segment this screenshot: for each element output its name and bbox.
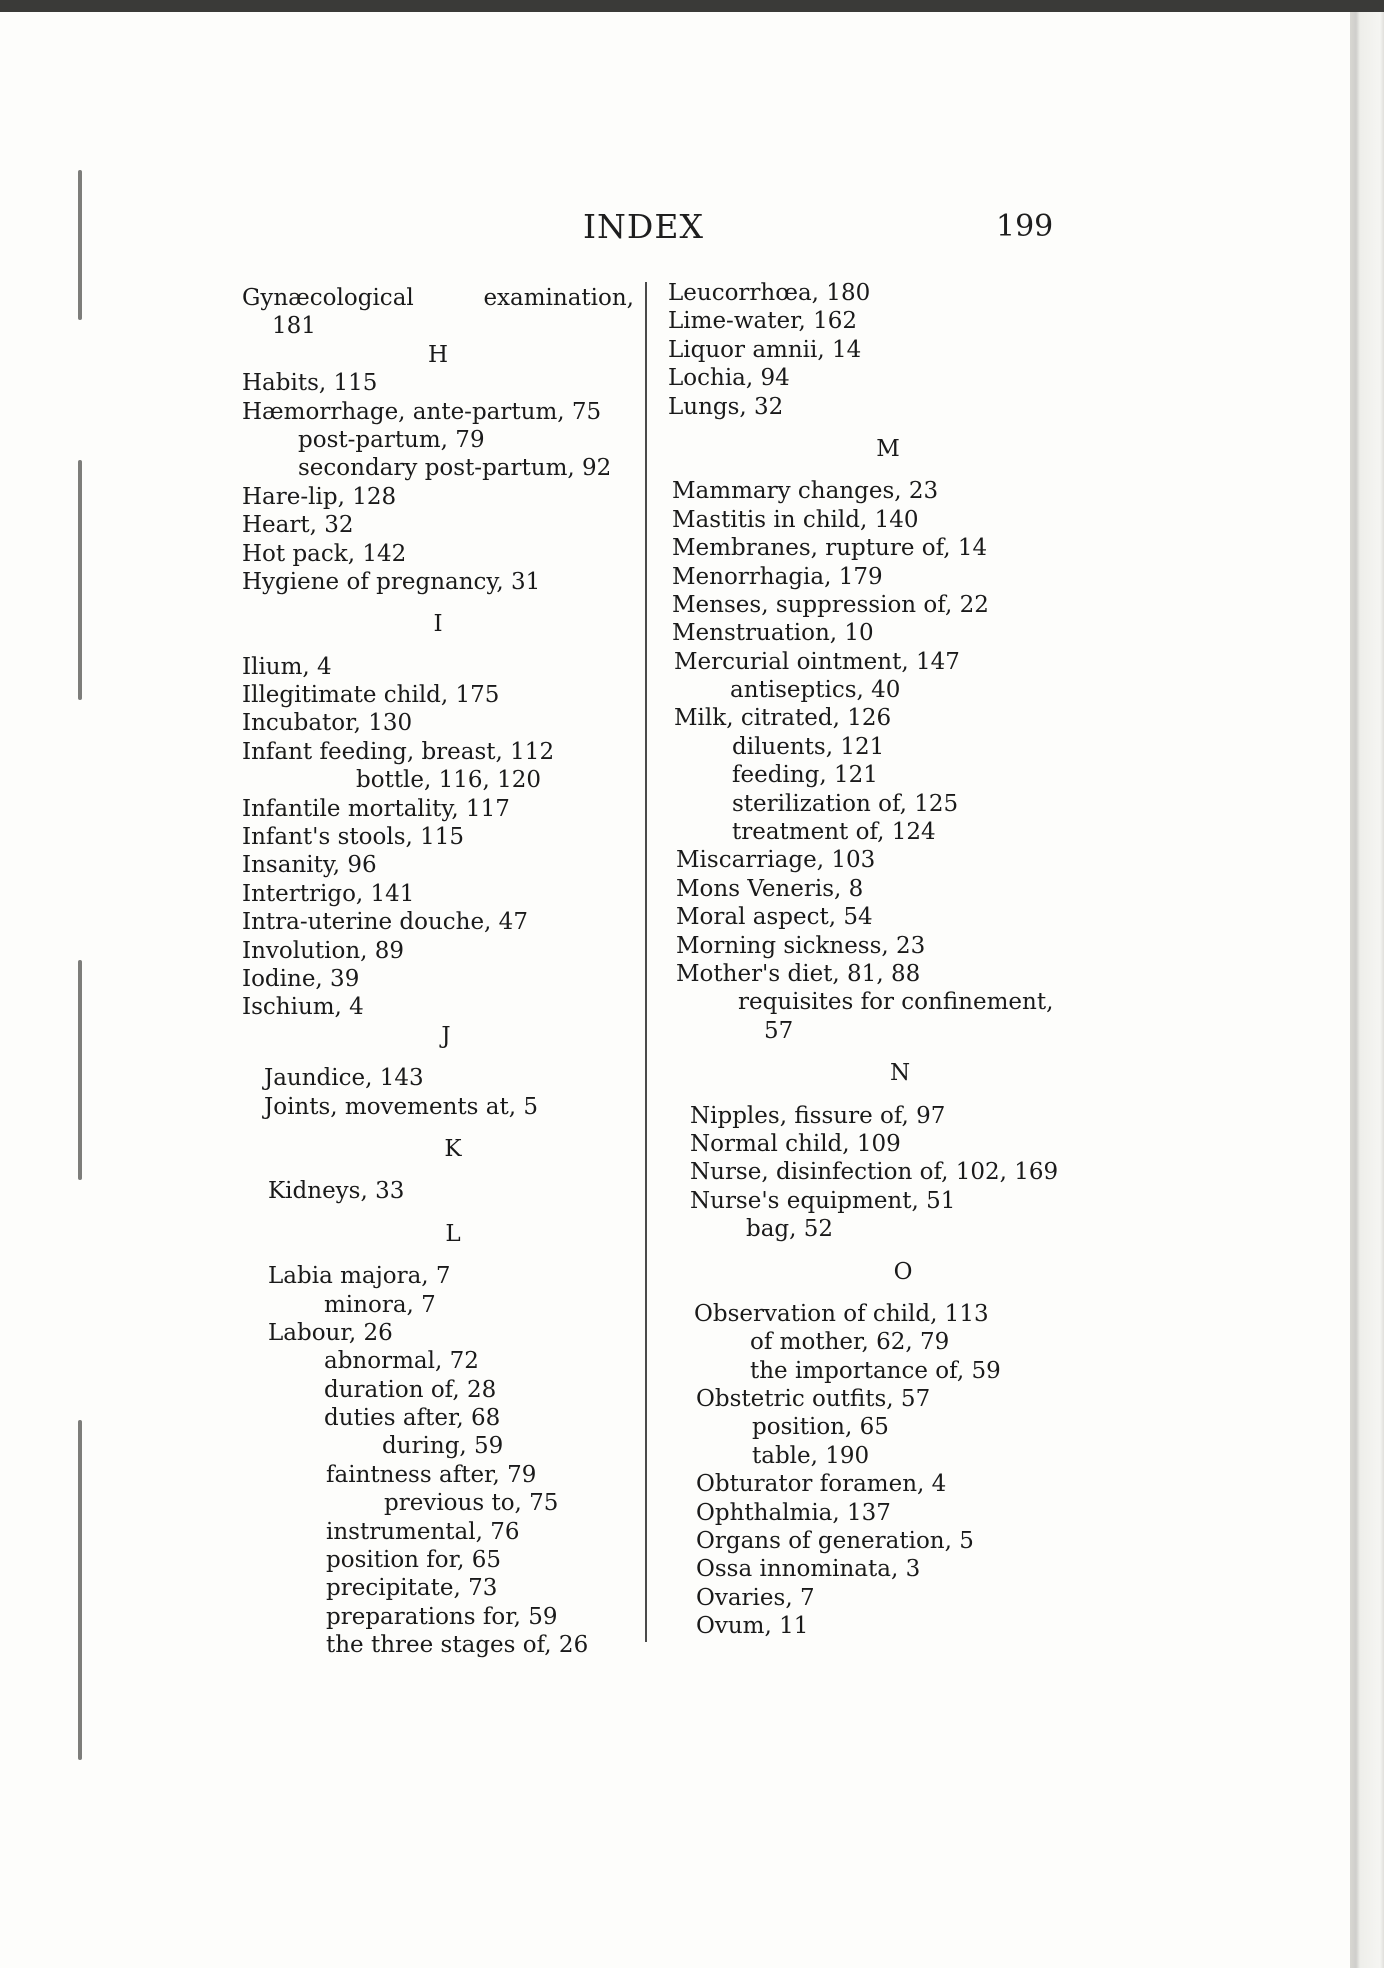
index-entry: Iodine, 39 — [242, 965, 360, 992]
page-title: INDEX — [583, 207, 704, 246]
index-subentry: the three stages of, 26 — [326, 1632, 589, 1659]
index-entry: Leucorrhœa, 180 — [668, 280, 871, 306]
index-subentry: bottle, 116, 120 — [356, 767, 542, 794]
index-entry: Organs of generation, 5 — [696, 1528, 974, 1555]
binding-stitch-mark — [78, 460, 82, 700]
index-entry: Mastitis in child, 140 — [672, 506, 919, 533]
page-edge-shadow — [1350, 12, 1384, 1968]
index-entry: Moral aspect, 54 — [676, 904, 873, 931]
index-entry: Obturator foramen, 4 — [696, 1471, 947, 1498]
index-entry: Morning sickness, 23 — [676, 932, 926, 959]
index-entry: Ovum, 11 — [696, 1613, 809, 1640]
index-subentry: position for, 65 — [326, 1547, 502, 1574]
index-entry: Ossa innominata, 3 — [696, 1556, 921, 1583]
section-letter-n: N — [889, 1060, 911, 1087]
index-entry: Obstetric outfits, 57 — [696, 1386, 931, 1413]
index-subentry: position, 65 — [752, 1414, 889, 1441]
index-entry: Hygiene of pregnancy, 31 — [242, 568, 541, 595]
index-subentry: 57 — [764, 1017, 794, 1044]
index-entry: Menses, suppression of, 22 — [672, 591, 989, 618]
index-entry: Involution, 89 — [242, 937, 405, 964]
index-subentry: treatment of, 124 — [732, 819, 936, 846]
index-entry: Liquor amnii, 14 — [668, 336, 862, 363]
section-letter-h: H — [427, 341, 449, 368]
index-entry: Lochia, 94 — [668, 365, 790, 392]
page-number: 199 — [996, 209, 1054, 244]
index-subentry: precipitate, 73 — [326, 1575, 498, 1602]
index-subentry: secondary post-partum, 92 — [298, 455, 612, 482]
section-letter-j: J — [441, 1022, 451, 1049]
index-subentry: post-partum, 79 — [298, 426, 485, 453]
index-entry: Infant's stools, 115 — [242, 824, 465, 851]
index-subentry: faintness after, 79 — [326, 1461, 537, 1488]
index-entry: Habits, 115 — [242, 370, 378, 397]
index-entry: Labia majora, 7 — [268, 1263, 451, 1290]
index-entry: Miscarriage, 103 — [676, 847, 876, 874]
index-entry: Heart, 32 — [242, 512, 354, 539]
index-entry: Observation of child, 113 — [694, 1300, 989, 1327]
column-divider — [645, 282, 647, 1642]
index-subentry: diluents, 121 — [732, 733, 885, 760]
binding-stitch-mark — [78, 960, 82, 1180]
index-entry: Intertrigo, 141 — [242, 880, 415, 907]
section-letter-k: K — [444, 1135, 462, 1162]
index-entry: Insanity, 96 — [242, 852, 377, 879]
index-entry: Hæmorrhage, ante-partum, 75 — [242, 398, 602, 425]
index-subentry: duration of, 28 — [324, 1376, 497, 1403]
index-entry: Menorrhagia, 179 — [672, 563, 883, 590]
index-entry: Nipples, fissure of, 97 — [690, 1102, 946, 1129]
section-letter-i: I — [433, 611, 443, 638]
index-entry: Nurse, disinfection of, 102, 169 — [690, 1159, 1059, 1186]
index-entry: Incubator, 130 — [242, 710, 413, 737]
index-entry: Kidneys, 33 — [268, 1178, 405, 1205]
index-entry: Infantile mortality, 117 — [242, 795, 510, 822]
index-entry: Nurse's equipment, 51 — [690, 1187, 956, 1214]
binding-stitch-mark — [78, 1420, 82, 1760]
index-subentry: during, 59 — [382, 1433, 504, 1460]
index-entry: Lungs, 32 — [668, 393, 784, 420]
index-subentry: minora, 7 — [324, 1291, 436, 1318]
index-right-column — [668, 279, 1108, 1641]
index-entry: Mammary changes, 23 — [672, 478, 939, 505]
index-subentry: antiseptics, 40 — [730, 677, 901, 704]
section-letter-l: L — [445, 1220, 461, 1247]
index-entry: Gynæcological examination, — [242, 285, 634, 311]
index-left-column — [242, 284, 634, 1660]
index-entry: Infant feeding, breast, 112 — [242, 738, 555, 765]
index-subentry: table, 190 — [752, 1442, 870, 1469]
index-entry: Mons Veneris, 8 — [676, 875, 864, 902]
binding-stitch-mark — [78, 170, 82, 320]
index-entry: Intra-uterine douche, 47 — [242, 909, 528, 936]
index-entry: 181 — [272, 313, 316, 340]
index-entry: Mother's diet, 81, 88 — [676, 960, 921, 987]
index-entry: Joints, movements at, 5 — [264, 1093, 538, 1120]
index-entry: Ophthalmia, 137 — [696, 1499, 891, 1526]
index-subentry: duties after, 68 — [324, 1405, 501, 1432]
index-subentry: abnormal, 72 — [324, 1348, 479, 1375]
index-entry: Illegitimate child, 175 — [242, 682, 500, 709]
index-entry: Ischium, 4 — [242, 994, 364, 1021]
index-subentry: the importance of, 59 — [750, 1357, 1001, 1384]
index-subentry: requisites for confinement, — [738, 989, 1054, 1016]
index-subentry: preparations for, 59 — [326, 1603, 558, 1630]
index-entry: Labour, 26 — [268, 1319, 393, 1346]
index-entry: Lime-water, 162 — [668, 308, 858, 335]
index-entry: Jaundice, 143 — [264, 1065, 424, 1092]
section-letter-m: M — [876, 435, 900, 462]
index-entry: Ovaries, 7 — [696, 1584, 815, 1611]
index-subentry: bag, 52 — [746, 1216, 834, 1243]
index-entry: Membranes, rupture of, 14 — [672, 535, 988, 562]
index-subentry: previous to, 75 — [384, 1490, 559, 1517]
index-entry: Mercurial ointment, 147 — [674, 648, 960, 675]
index-entry: Hare-lip, 128 — [242, 483, 397, 510]
index-subentry: instrumental, 76 — [326, 1518, 520, 1545]
index-entry: Milk, citrated, 126 — [674, 705, 892, 732]
index-entry: Menstruation, 10 — [672, 620, 874, 647]
index-subentry: of mother, 62, 79 — [750, 1329, 950, 1356]
section-letter-o: O — [893, 1258, 913, 1285]
index-subentry: sterilization of, 125 — [732, 790, 959, 817]
index-entry: Ilium, 4 — [242, 653, 332, 680]
index-entry: Normal child, 109 — [690, 1130, 901, 1157]
index-entry: Hot pack, 142 — [242, 540, 407, 567]
index-subentry: feeding, 121 — [732, 762, 878, 789]
